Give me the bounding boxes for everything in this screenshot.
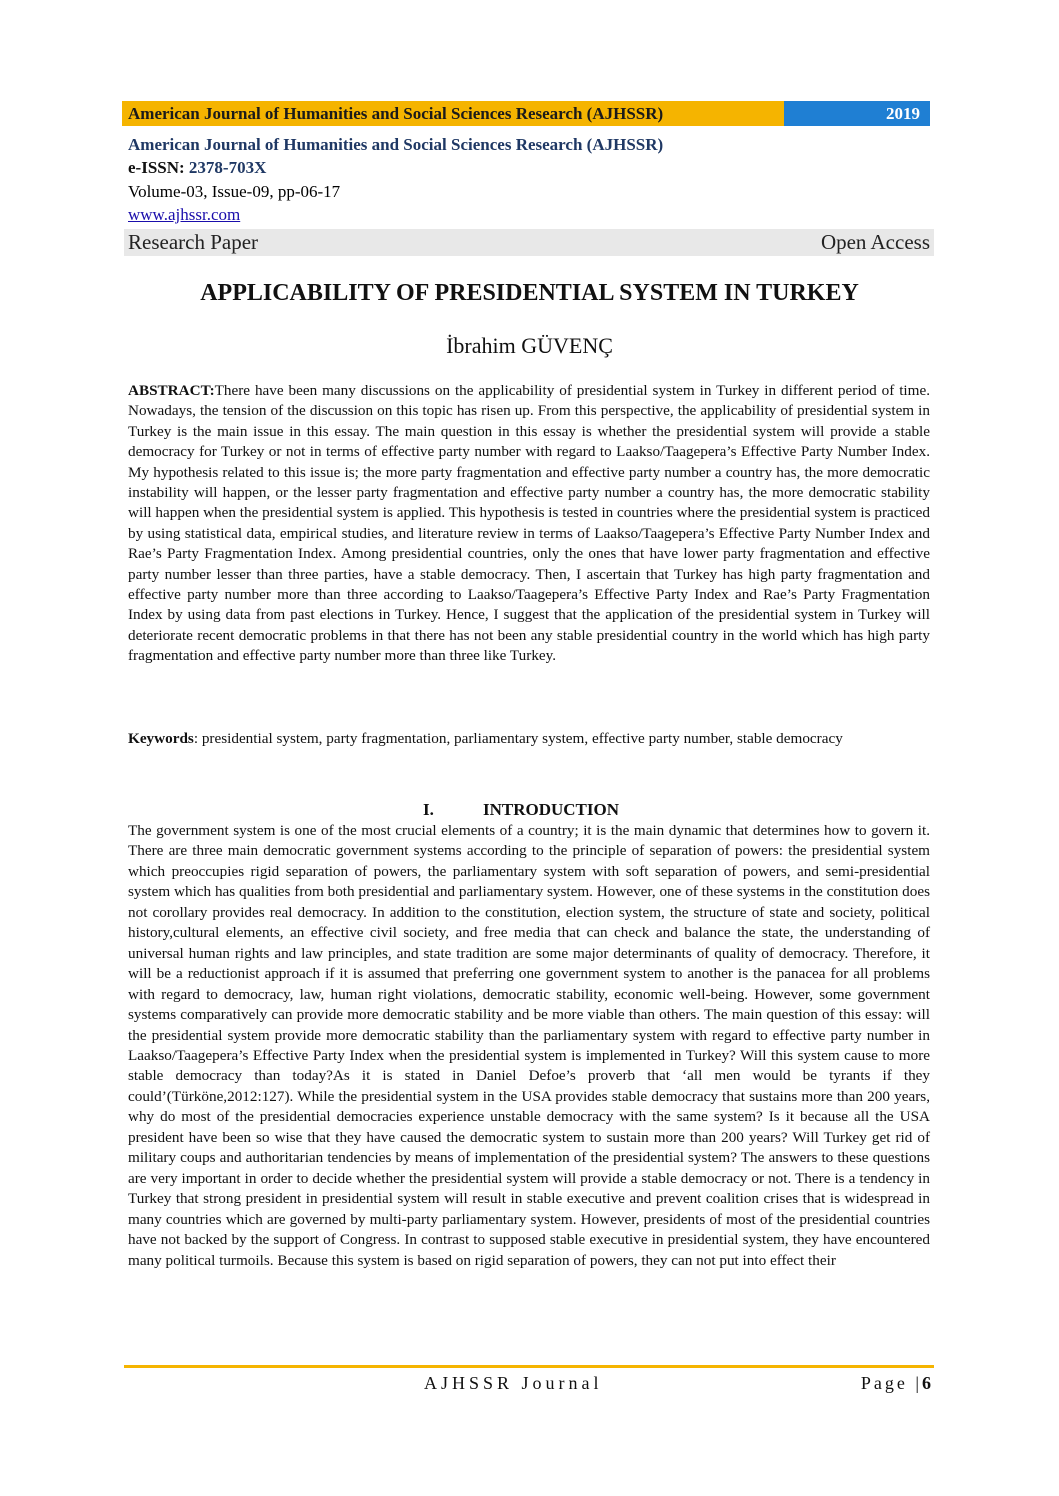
article-type-label: Research Paper bbox=[128, 230, 259, 254]
section-number: I. bbox=[423, 800, 434, 819]
keywords-text: : presidential system, party fragmentation, parliamentary system, effective party number, stable democracy bbox=[193, 730, 843, 747]
keywords-paragraph bbox=[128, 729, 930, 749]
issn-label: e-ISSN: bbox=[128, 158, 189, 177]
volume-issue: Volume-03, Issue-09, pp-06-17 bbox=[128, 182, 341, 201]
running-header-journal: American Journal of Humanities and Social Sciences Research (AJHSSR) bbox=[122, 101, 784, 126]
access-type-label: Open Access bbox=[820, 230, 930, 254]
issn-value: 2378-703X bbox=[188, 158, 267, 177]
journal-url-link[interactable]: www.ajhssr.com bbox=[128, 205, 241, 224]
keywords-label: Keywords bbox=[128, 730, 194, 747]
author-name: İbrahim GÜVENÇ bbox=[446, 333, 613, 358]
footer-journal-name: AJHSSR Journal bbox=[424, 1373, 603, 1393]
section-title: INTRODUCTION bbox=[483, 800, 620, 819]
abstract-paragraph bbox=[128, 381, 930, 667]
page-footer bbox=[124, 1373, 934, 1397]
abstract-text: There have been many discussions on the applicability of presidential system in Turkey in different period of time. Nowadays, the tension of the discussion on this topic has risen up. From this perspective, the applicability of presidential system in Turkey is the main issue in this essay. The main question in this essay is whether the presidential system will provide a stable democracy for Turkey or not in terms of effective party number with regard to Laakso/Taagepera’s Effective Party Number Index. My hypothesis related to this issue is; the more party fragmentation and effective party number a country has, the more democratic instability will happen, or the lesser party fragmentation and effective party number a country has, the more democratic stability will happen when the presidential system is applied. This hypothesis is tested in countries where the presidential system is practiced by using statistical data, empirical studies, and literature review in terms of Laakso/Taagepera’s Effective Party Number Index and Rae’s Party Fragmentation Index. Among presidential countries, only the ones that have lower party fragmentation and effective party number lesser than three parties, have a stable democracy. Then, I ascertain that Turkey has high party fragmentation and effective party number more than three according to Laakso/Taagepera’s Effective Party Index and Rae’s Party Fragmentation Index by using data from past elections in Turkey. Hence, I suggest that the application of the presidential system in Turkey will deteriorate recent democratic problems in that there has not been any stable presidential country in the world which has high party fragmentation and effective party number more than three like Turkey. bbox=[128, 382, 930, 665]
introduction-paragraph: The government system is one of the most crucial elements of a country; it is the main dynamic that determines how to govern it. There are three main democratic government systems according to the principle of separation of powers: the presidential system which preoccupies rigid separation of powers, the parliamentary system with soft separation of powers, and semi-presidential system which has qualities from both presidential and parliamentary system. However, one of these systems in the constitution does not corollary provides real democracy. In addition to the constitution, election system, the structure of state and society, political history,cultural elements, an effective civil society, and free media that can check and balance the state, the understanding of universal human rights and law principles, and state tradition are some major determinants of quality of democracy. Therefore, it will be a reductionist approach if it is assumed that preferring one government system to another is the panacea for all problems with regard to democracy, law, human right violations, democratic stability, economic well-being. However, some government systems comparatively can provide more democratic stability and be more viable than others. The main question of this essay: will the presidential system provide more democratic stability than the parliamentary system with regard to effective party number in Laakso/Taagepera’s Effective Party Index when the presidential system is implemented in Turkey? Will this system cause to more stable democracy than today?As it is stated in Daniel Defoe’s proverb that ‘all men would be tyrants if they could’(Türköne,2012:127). While the presidential system in the USA provides stable democracy that sustains more than 200 years, why do most of the presidential democracies experience unstable democracy with the same system? Is it because all the USA president have been so wise that they have caused the democratic system to sustain more than 200 years? Will Turkey get rid of military coups and authoritarian tendencies by means of implementation of the presidential system? The answers to these questions are very important in order to decide whether the presidential system will provide a stable democracy or not. There is a tendency in Turkey that strong president in presidential system will result in stable executive and prevent coalition crises that is widespread in many countries which are governed by multi-party parliamentary system. However, presidents of most of the presidential countries have not backed by the support of Congress. In contrast to supposed stable executive in presidential system, they have encountered many political turmoils. Because this system is based on rigid separation of powers, they can not put into effect their bbox=[128, 822, 930, 1269]
page-label: Page | bbox=[860, 1373, 922, 1393]
running-header-year: 2019 bbox=[784, 101, 930, 126]
issn-line bbox=[128, 156, 934, 180]
paper-title: APPLICABILITY OF PRESIDENTIAL SYSTEM IN TURKEY bbox=[200, 280, 859, 306]
abstract-label: ABSTRACT: bbox=[128, 382, 215, 399]
page-number: 6 bbox=[922, 1373, 934, 1393]
journal-title: American Journal of Humanities and Social Sciences Research (AJHSSR) bbox=[128, 135, 664, 154]
footer-page-number bbox=[861, 1373, 934, 1394]
journal-info bbox=[128, 134, 934, 226]
running-header bbox=[122, 101, 930, 126]
article-type-bar bbox=[124, 229, 934, 256]
footer-divider bbox=[124, 1365, 934, 1368]
